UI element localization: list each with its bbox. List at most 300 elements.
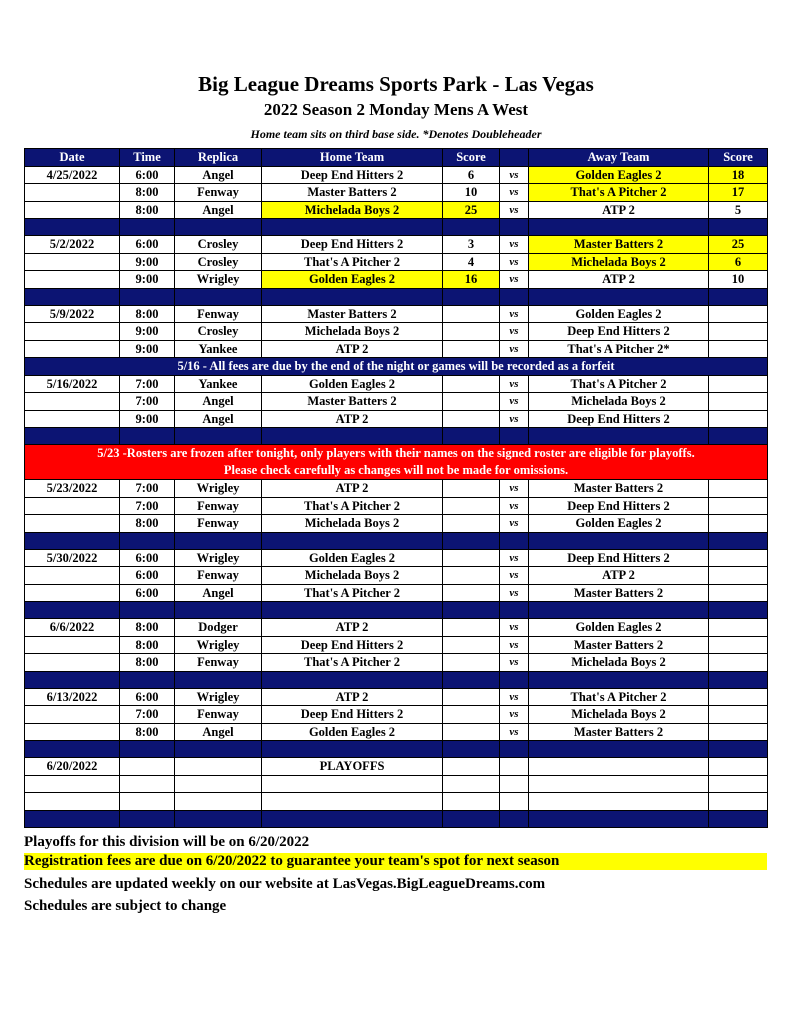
home-score-cell: 3 xyxy=(443,236,500,254)
separator-cell xyxy=(500,219,529,236)
playoffs-label: PLAYOFFS xyxy=(262,758,443,776)
away-team-cell: That's A Pitcher 2 xyxy=(529,184,709,202)
time-cell: 8:00 xyxy=(120,723,175,741)
vs-cell: vs xyxy=(500,166,529,184)
empty-cell xyxy=(500,793,529,811)
replica-cell: Fenway xyxy=(175,654,262,672)
roster-notice-text: Please check carefully as changes will not be made for omissions. xyxy=(223,463,569,477)
separator-cell xyxy=(529,288,709,305)
game-row xyxy=(25,323,768,341)
vs-cell: vs xyxy=(500,253,529,271)
separator-row xyxy=(25,532,768,549)
home-team-cell: Golden Eagles 2 xyxy=(262,549,443,567)
replica-cell: Angel xyxy=(175,723,262,741)
vs-cell: vs xyxy=(500,393,529,411)
home-score-cell xyxy=(443,323,500,341)
away-score-cell: 18 xyxy=(709,166,768,184)
separator-cell xyxy=(500,671,529,688)
vs-cell: vs xyxy=(500,323,529,341)
separator-cell xyxy=(709,741,768,758)
away-team-cell: Golden Eagles 2 xyxy=(529,305,709,323)
replica-cell: Fenway xyxy=(175,515,262,533)
home-team-cell: Michelada Boys 2 xyxy=(262,323,443,341)
separator-row xyxy=(25,602,768,619)
home-team-cell: ATP 2 xyxy=(262,410,443,428)
schedule-table xyxy=(24,148,768,828)
home-score-cell xyxy=(443,706,500,724)
home-team-cell: ATP 2 xyxy=(262,688,443,706)
home-score-cell: 16 xyxy=(443,271,500,289)
date-cell xyxy=(25,723,120,741)
date-cell xyxy=(25,636,120,654)
separator-cell xyxy=(500,288,529,305)
empty-cell xyxy=(262,793,443,811)
separator-cell xyxy=(120,741,175,758)
date-cell xyxy=(25,584,120,602)
away-team-cell: Michelada Boys 2 xyxy=(529,393,709,411)
replica-cell: Wrigley xyxy=(175,480,262,498)
separator-cell xyxy=(175,532,262,549)
separator-cell xyxy=(25,810,120,827)
time-cell: 9:00 xyxy=(120,323,175,341)
home-score-cell xyxy=(443,654,500,672)
away-team-cell: Michelada Boys 2 xyxy=(529,706,709,724)
game-row xyxy=(25,497,768,515)
empty-cell xyxy=(120,793,175,811)
separator-row xyxy=(25,428,768,445)
separator-cell xyxy=(25,428,120,445)
date-cell xyxy=(25,184,120,202)
vs-cell: vs xyxy=(500,305,529,323)
vs-cell: vs xyxy=(500,706,529,724)
away-score-cell xyxy=(709,654,768,672)
separator-row xyxy=(25,741,768,758)
time-cell: 8:00 xyxy=(120,305,175,323)
date-cell: 5/23/2022 xyxy=(25,480,120,498)
empty-row xyxy=(25,775,768,793)
away-team-cell: Master Batters 2 xyxy=(529,480,709,498)
away-score-cell: 25 xyxy=(709,236,768,254)
separator-cell xyxy=(709,810,768,827)
vs-cell xyxy=(500,758,529,776)
home-team-cell: That's A Pitcher 2 xyxy=(262,253,443,271)
col-replica: Replica xyxy=(175,149,262,167)
game-row xyxy=(25,201,768,219)
separator-cell xyxy=(175,288,262,305)
empty-cell xyxy=(120,775,175,793)
replica-cell: Wrigley xyxy=(175,271,262,289)
time-cell: 6:00 xyxy=(120,567,175,585)
away-team-cell: That's A Pitcher 2 xyxy=(529,688,709,706)
time-cell: 8:00 xyxy=(120,201,175,219)
separator-cell xyxy=(25,532,120,549)
game-row xyxy=(25,584,768,602)
game-row xyxy=(25,619,768,637)
replica-cell: Fenway xyxy=(175,184,262,202)
home-team-cell: ATP 2 xyxy=(262,480,443,498)
time-cell: 8:00 xyxy=(120,184,175,202)
empty-cell xyxy=(175,793,262,811)
separator-cell xyxy=(262,288,443,305)
date-cell: 6/6/2022 xyxy=(25,619,120,637)
separator-cell xyxy=(262,532,443,549)
vs-cell: vs xyxy=(500,723,529,741)
vs-cell: vs xyxy=(500,584,529,602)
away-team-cell: Master Batters 2 xyxy=(529,636,709,654)
separator-cell xyxy=(120,671,175,688)
footer-registration: Registration fees are due on 6/20/2022 to guarantee your team's spot for next season xyxy=(24,853,767,870)
page-subtitle: 2022 Season 2 Monday Mens A West xyxy=(263,100,529,119)
empty-cell xyxy=(529,793,709,811)
col-home-team: Home Team xyxy=(262,149,443,167)
vs-cell: vs xyxy=(500,515,529,533)
game-row xyxy=(25,305,768,323)
empty-cell xyxy=(25,775,120,793)
empty-cell xyxy=(175,775,262,793)
away-team-cell: That's A Pitcher 2* xyxy=(529,340,709,358)
page-note: Home team sits on third base side. *Denotes Doubleheader xyxy=(250,127,542,141)
date-cell xyxy=(25,706,120,724)
home-score-cell xyxy=(443,480,500,498)
separator-cell xyxy=(443,428,500,445)
separator-cell xyxy=(175,602,262,619)
date-cell xyxy=(25,567,120,585)
vs-cell: vs xyxy=(500,271,529,289)
replica-cell: Crosley xyxy=(175,253,262,271)
away-score-cell xyxy=(709,480,768,498)
separator-cell xyxy=(500,810,529,827)
game-row xyxy=(25,654,768,672)
time-cell: 7:00 xyxy=(120,497,175,515)
date-cell xyxy=(25,271,120,289)
replica-cell: Fenway xyxy=(175,706,262,724)
date-cell xyxy=(25,515,120,533)
separator-cell xyxy=(709,532,768,549)
home-score-cell: 6 xyxy=(443,166,500,184)
separator-cell xyxy=(529,428,709,445)
away-score-cell: 6 xyxy=(709,253,768,271)
away-team-cell: ATP 2 xyxy=(529,201,709,219)
game-row xyxy=(25,636,768,654)
replica-cell: Wrigley xyxy=(175,688,262,706)
separator-cell xyxy=(175,741,262,758)
time-cell: 7:00 xyxy=(120,480,175,498)
separator-cell xyxy=(500,532,529,549)
away-team-cell: ATP 2 xyxy=(529,271,709,289)
separator-cell xyxy=(262,219,443,236)
separator-cell xyxy=(25,741,120,758)
vs-cell: vs xyxy=(500,654,529,672)
separator-cell xyxy=(262,602,443,619)
away-team-cell: Deep End Hitters 2 xyxy=(529,497,709,515)
separator-cell xyxy=(25,602,120,619)
separator-cell xyxy=(175,428,262,445)
replica-cell: Yankee xyxy=(175,340,262,358)
separator-cell xyxy=(443,741,500,758)
footer-website: Schedules are updated weekly on our website at LasVegas.BigLeagueDreams.com xyxy=(24,876,546,892)
home-team-cell: Master Batters 2 xyxy=(262,305,443,323)
vs-cell: vs xyxy=(500,184,529,202)
away-team-cell: Golden Eagles 2 xyxy=(529,166,709,184)
separator-row xyxy=(25,219,768,236)
home-score-cell xyxy=(443,619,500,637)
fees-notice xyxy=(25,358,768,376)
vs-cell: vs xyxy=(500,688,529,706)
away-team-cell: Deep End Hitters 2 xyxy=(529,549,709,567)
home-team-cell: Deep End Hitters 2 xyxy=(262,236,443,254)
time-cell: 8:00 xyxy=(120,654,175,672)
replica-cell: Crosley xyxy=(175,236,262,254)
date-cell xyxy=(25,393,120,411)
playoffs-row xyxy=(25,758,768,776)
footer-disclaimer: Schedules are subject to change xyxy=(24,898,227,914)
time-cell: 6:00 xyxy=(120,236,175,254)
home-score-cell xyxy=(443,410,500,428)
replica-cell: Angel xyxy=(175,393,262,411)
game-row xyxy=(25,723,768,741)
away-score-cell xyxy=(709,706,768,724)
home-team-cell: Deep End Hitters 2 xyxy=(262,166,443,184)
away-score-cell: 5 xyxy=(709,201,768,219)
separator-cell xyxy=(120,288,175,305)
game-row xyxy=(25,340,768,358)
separator-cell xyxy=(529,532,709,549)
date-cell xyxy=(25,253,120,271)
away-team-cell: Master Batters 2 xyxy=(529,723,709,741)
date-cell xyxy=(25,340,120,358)
replica-cell: Crosley xyxy=(175,323,262,341)
separator-cell xyxy=(500,602,529,619)
vs-cell: vs xyxy=(500,375,529,393)
roster-notice-cell xyxy=(25,445,768,480)
away-score-cell xyxy=(709,723,768,741)
away-team-cell: Michelada Boys 2 xyxy=(529,654,709,672)
empty-cell xyxy=(262,775,443,793)
home-score-cell xyxy=(443,375,500,393)
game-row xyxy=(25,393,768,411)
away-score-cell xyxy=(709,584,768,602)
separator-cell xyxy=(709,428,768,445)
home-team-cell: Michelada Boys 2 xyxy=(262,201,443,219)
vs-cell: vs xyxy=(500,549,529,567)
separator-cell xyxy=(120,219,175,236)
separator-cell xyxy=(120,810,175,827)
separator-cell xyxy=(25,288,120,305)
time-cell: 7:00 xyxy=(120,375,175,393)
empty-cell xyxy=(443,793,500,811)
home-team-cell: Golden Eagles 2 xyxy=(262,375,443,393)
away-score-cell xyxy=(709,375,768,393)
empty-cell xyxy=(500,775,529,793)
col-home-score: Score xyxy=(443,149,500,167)
date-cell: 6/13/2022 xyxy=(25,688,120,706)
game-row xyxy=(25,166,768,184)
away-score-cell xyxy=(709,340,768,358)
game-row xyxy=(25,567,768,585)
separator-cell xyxy=(709,288,768,305)
time-cell: 6:00 xyxy=(120,549,175,567)
separator-cell xyxy=(262,741,443,758)
away-team-cell: Master Batters 2 xyxy=(529,236,709,254)
game-row xyxy=(25,184,768,202)
separator-cell xyxy=(500,741,529,758)
replica-cell: Fenway xyxy=(175,497,262,515)
home-team-cell: Golden Eagles 2 xyxy=(262,723,443,741)
date-cell xyxy=(25,410,120,428)
date-cell: 5/2/2022 xyxy=(25,236,120,254)
replica-cell: Angel xyxy=(175,410,262,428)
game-row xyxy=(25,549,768,567)
vs-cell: vs xyxy=(500,410,529,428)
empty-cell xyxy=(25,793,120,811)
vs-cell: vs xyxy=(500,480,529,498)
date-cell: 5/9/2022 xyxy=(25,305,120,323)
separator-cell xyxy=(443,532,500,549)
home-score-cell xyxy=(443,497,500,515)
empty-cell xyxy=(709,775,768,793)
empty-cell xyxy=(709,793,768,811)
home-team-cell: Deep End Hitters 2 xyxy=(262,706,443,724)
vs-cell: vs xyxy=(500,619,529,637)
time-cell: 6:00 xyxy=(120,584,175,602)
replica-cell: Wrigley xyxy=(175,549,262,567)
footer-playoffs: Playoffs for this division will be on 6/20/2022 xyxy=(24,834,310,850)
home-score-cell xyxy=(443,584,500,602)
home-team-cell: That's A Pitcher 2 xyxy=(262,497,443,515)
separator-row xyxy=(25,288,768,305)
away-team-cell: Deep End Hitters 2 xyxy=(529,323,709,341)
separator-cell xyxy=(529,741,709,758)
separator-cell xyxy=(262,428,443,445)
time-cell xyxy=(120,758,175,776)
home-score-cell xyxy=(443,340,500,358)
date-cell: 6/20/2022 xyxy=(25,758,120,776)
home-score-cell xyxy=(443,305,500,323)
time-cell: 8:00 xyxy=(120,515,175,533)
replica-cell: Angel xyxy=(175,584,262,602)
empty-row xyxy=(25,793,768,811)
separator-cell xyxy=(175,219,262,236)
fees-notice-cell xyxy=(25,358,768,376)
separator-cell xyxy=(443,219,500,236)
vs-cell: vs xyxy=(500,567,529,585)
home-score-cell xyxy=(443,515,500,533)
date-cell: 5/30/2022 xyxy=(25,549,120,567)
replica-cell: Fenway xyxy=(175,305,262,323)
separator-cell xyxy=(25,219,120,236)
away-score-cell xyxy=(709,323,768,341)
time-cell: 8:00 xyxy=(120,636,175,654)
separator-cell xyxy=(443,288,500,305)
game-row xyxy=(25,706,768,724)
home-score-cell: 25 xyxy=(443,201,500,219)
replica-cell: Angel xyxy=(175,201,262,219)
home-team-cell: ATP 2 xyxy=(262,340,443,358)
away-score-cell: 10 xyxy=(709,271,768,289)
page-title: Big League Dreams Sports Park - Las Vegas xyxy=(198,72,594,96)
away-score-cell xyxy=(709,497,768,515)
game-row xyxy=(25,688,768,706)
game-row xyxy=(25,375,768,393)
date-cell xyxy=(25,654,120,672)
time-cell: 7:00 xyxy=(120,706,175,724)
vs-cell: vs xyxy=(500,236,529,254)
time-cell: 9:00 xyxy=(120,271,175,289)
away-team-cell: Master Batters 2 xyxy=(529,584,709,602)
empty-cell xyxy=(529,775,709,793)
replica-cell xyxy=(175,758,262,776)
replica-cell: Yankee xyxy=(175,375,262,393)
away-team-cell: Michelada Boys 2 xyxy=(529,253,709,271)
time-cell: 6:00 xyxy=(120,166,175,184)
col-time: Time xyxy=(120,149,175,167)
game-row xyxy=(25,253,768,271)
away-team-cell: Golden Eagles 2 xyxy=(529,515,709,533)
separator-cell xyxy=(175,810,262,827)
empty-cell xyxy=(443,775,500,793)
away-score-cell xyxy=(709,619,768,637)
away-team-cell: Golden Eagles 2 xyxy=(529,619,709,637)
away-score-cell xyxy=(709,758,768,776)
header-row xyxy=(25,149,768,167)
home-score-cell xyxy=(443,688,500,706)
separator-cell xyxy=(262,671,443,688)
separator-cell xyxy=(709,219,768,236)
vs-cell: vs xyxy=(500,497,529,515)
game-row xyxy=(25,271,768,289)
away-score-cell: 17 xyxy=(709,184,768,202)
separator-cell xyxy=(500,428,529,445)
separator-cell xyxy=(443,602,500,619)
date-cell xyxy=(25,201,120,219)
away-score-cell xyxy=(709,567,768,585)
separator-cell xyxy=(262,810,443,827)
home-score-cell: 10 xyxy=(443,184,500,202)
separator-cell xyxy=(529,671,709,688)
home-team-cell: That's A Pitcher 2 xyxy=(262,654,443,672)
fees-notice-text: 5/16 - All fees are due by the end of the night or games will be recorded as a forfeit xyxy=(177,359,615,374)
home-team-cell: ATP 2 xyxy=(262,619,443,637)
col-away-score: Score xyxy=(709,149,768,167)
separator-cell xyxy=(443,671,500,688)
time-cell: 8:00 xyxy=(120,619,175,637)
replica-cell: Dodger xyxy=(175,619,262,637)
away-score-cell xyxy=(709,305,768,323)
home-team-cell: That's A Pitcher 2 xyxy=(262,584,443,602)
separator-row xyxy=(25,671,768,688)
away-team-cell: That's A Pitcher 2 xyxy=(529,375,709,393)
vs-cell: vs xyxy=(500,340,529,358)
roster-notice xyxy=(25,445,768,480)
home-score-cell xyxy=(443,567,500,585)
game-row xyxy=(25,410,768,428)
date-cell: 4/25/2022 xyxy=(25,166,120,184)
away-score-cell xyxy=(709,515,768,533)
separator-cell xyxy=(120,532,175,549)
time-cell: 9:00 xyxy=(120,410,175,428)
separator-cell xyxy=(120,428,175,445)
separator-row xyxy=(25,810,768,827)
col-away-team: Away Team xyxy=(529,149,709,167)
time-cell: 9:00 xyxy=(120,340,175,358)
separator-cell xyxy=(120,602,175,619)
game-row xyxy=(25,480,768,498)
replica-cell: Fenway xyxy=(175,567,262,585)
vs-cell: vs xyxy=(500,201,529,219)
separator-cell xyxy=(175,671,262,688)
time-cell: 6:00 xyxy=(120,688,175,706)
away-team-cell: Deep End Hitters 2 xyxy=(529,410,709,428)
